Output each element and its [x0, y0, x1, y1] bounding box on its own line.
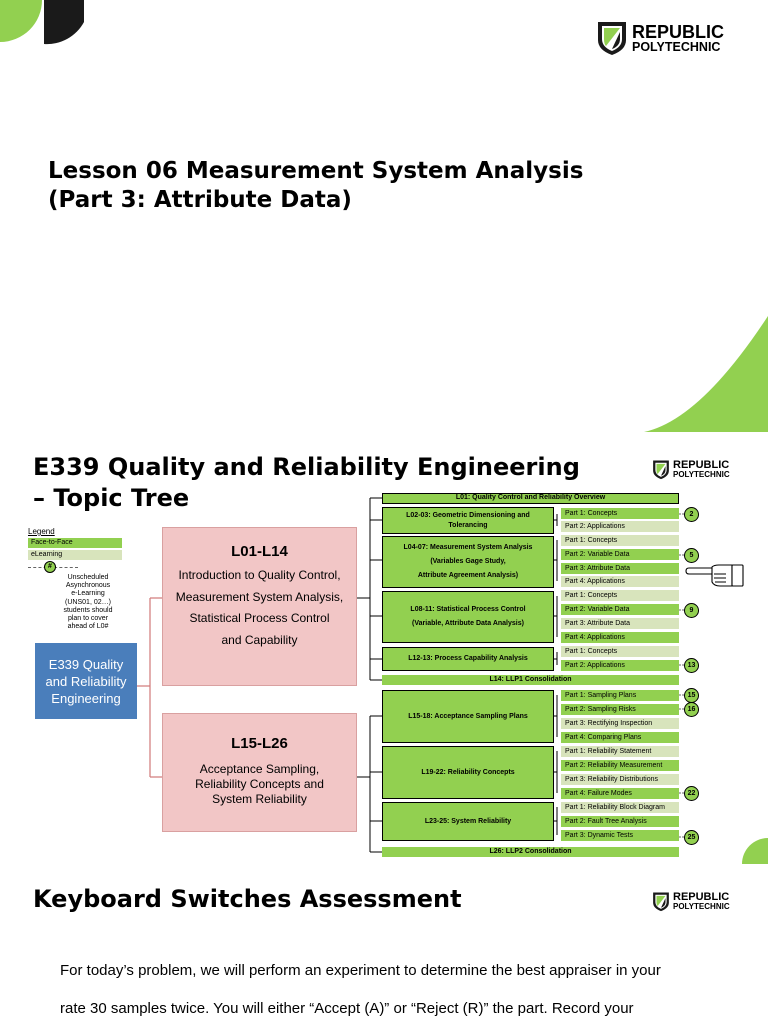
- block-l15-l26: [162, 713, 357, 832]
- part-item: Part 1: Reliability Statement: [561, 746, 679, 757]
- consolidation-llp1: L14: LLP1 Consolidation: [382, 675, 679, 685]
- group-l08-11: [382, 591, 554, 643]
- block-l01-l14: [162, 527, 357, 686]
- group-label-line: (Variables Gage Study,: [430, 558, 506, 565]
- part-item: Part 1: Concepts: [561, 590, 679, 601]
- lesson-marker: 15: [684, 688, 699, 703]
- page-title: [48, 157, 583, 215]
- part-item: Part 2: Sampling Risks: [561, 704, 679, 715]
- shield-icon: [652, 891, 670, 912]
- part-item: Part 4: Failure Modes: [561, 788, 679, 799]
- lesson-marker: 22: [684, 786, 699, 801]
- part-item: Part 2: Variable Data: [561, 604, 679, 615]
- lesson-marker: 2: [684, 507, 699, 522]
- group-label-line: Attribute Agreement Analysis): [417, 572, 519, 579]
- slide-decoration: [0, 0, 768, 432]
- part-item: Part 4: Applications: [561, 576, 679, 587]
- para-line1: For today’s problem, we will perform an experiment to determine the best appraiser in your: [60, 962, 661, 979]
- part-item: Part 1: Concepts: [561, 535, 679, 546]
- part-item: Part 2: Applications: [561, 521, 679, 532]
- legend-note: [48, 574, 128, 631]
- pointing-hand-icon: [684, 562, 746, 590]
- legend-marker: #: [44, 561, 56, 573]
- group-label-line: (Variable, Attribute Data Analysis): [412, 620, 524, 627]
- group-l04-07: [382, 536, 554, 588]
- legend-title: Legend: [28, 527, 55, 536]
- part-item: Part 4: Comparing Plans: [561, 732, 679, 743]
- lesson-marker: 13: [684, 658, 699, 673]
- title-line1: Lesson 06 Measurement System Analysis: [48, 158, 584, 184]
- logo-line1: REPUBLIC: [673, 459, 730, 471]
- lesson-marker: 9: [684, 603, 699, 618]
- part-item: Part 3: Dynamic Tests: [561, 830, 679, 841]
- legend-note-line: e-Learning: [71, 590, 105, 598]
- title-line2: (Part 3: Attribute Data): [48, 187, 352, 213]
- bottom-right-swoosh: [644, 316, 768, 432]
- page-title: [33, 452, 580, 514]
- group-l19-22: [382, 746, 554, 799]
- part-item: Part 1: Sampling Plans: [561, 690, 679, 701]
- course-root-node: [35, 643, 137, 719]
- instructions-paragraph: [60, 952, 750, 1024]
- slide-topic-tree: [0, 432, 768, 864]
- logo-line1: REPUBLIC: [632, 21, 725, 42]
- group-label-line: L12-13: Process Capability Analysis: [408, 655, 528, 662]
- group-l15-18: [382, 690, 554, 743]
- slide-lesson-title: [0, 0, 768, 432]
- legend-face-to-face: Face-to-Face: [28, 538, 122, 548]
- group-label-line: Tolerancing: [448, 521, 488, 529]
- block-desc-line: System Reliability: [212, 792, 307, 806]
- block-desc-line: Acceptance Sampling,: [199, 762, 320, 776]
- title-line2: – Topic Tree: [33, 484, 190, 512]
- legend: [28, 527, 122, 631]
- block-code: L01-L14: [231, 543, 288, 560]
- lesson-marker: 25: [684, 830, 699, 845]
- block-desc-line: Measurement System Analysis,: [175, 589, 344, 604]
- part-item: Part 2: Variable Data: [561, 549, 679, 560]
- page-title: Keyboard Switches Assessment: [33, 885, 462, 913]
- slide-assessment: [0, 864, 768, 1024]
- part-item: Part 2: Applications: [561, 660, 679, 671]
- block-code: L15-L26: [231, 735, 288, 752]
- legend-note-line: Unscheduled: [67, 574, 109, 581]
- part-item: Part 1: Concepts: [561, 646, 679, 657]
- consolidation-llp2: L26: LLP2 Consolidation: [382, 847, 679, 857]
- part-item: Part 2: Reliability Measurement: [561, 760, 679, 771]
- block-desc-line: and Capability: [221, 632, 298, 647]
- group-label-line: L04-07: Measurement System Analysis: [403, 544, 533, 551]
- part-item: Part 1: Concepts: [561, 508, 679, 519]
- legend-note-line: ahead of L0#: [67, 623, 109, 631]
- lesson-marker: 16: [684, 702, 699, 717]
- group-label-line: L15-18: Acceptance Sampling Plans: [408, 712, 528, 720]
- lesson-marker: 5: [684, 548, 699, 563]
- root-line1: E339 Quality: [48, 656, 124, 672]
- shield-icon: [596, 20, 628, 56]
- overview-band: L01: Quality Control and Reliability Overview: [382, 493, 679, 504]
- legend-note-line: (UNS01, 02…): [65, 598, 111, 606]
- logo-line2: POLYTECHNIC: [632, 39, 721, 54]
- part-item: Part 3: Reliability Distributions: [561, 774, 679, 785]
- group-label-line: L23-25: System Reliability: [424, 817, 512, 825]
- part-item: Part 4: Applications: [561, 632, 679, 643]
- logo-line1: REPUBLIC: [673, 891, 730, 903]
- block-desc-line: Introduction to Quality Control,: [178, 568, 341, 582]
- group-label-line: L08-11: Statistical Process Control: [410, 606, 526, 613]
- legend-note-line: students should: [63, 606, 113, 614]
- legend-elearning: eLearning: [28, 550, 122, 560]
- group-label-line: L19-22: Reliability Concepts: [421, 768, 515, 776]
- republic-polytechnic-logo: [652, 891, 730, 912]
- corner-green-shape: [742, 838, 768, 864]
- part-item: Part 3: Rectifying Inspection: [561, 718, 679, 729]
- part-item: Part 3: Attribute Data: [561, 618, 679, 629]
- legend-note-line: plan to cover: [67, 615, 109, 623]
- corner-dark-shape: [44, 0, 84, 44]
- logo-line2: POLYTECHNIC: [673, 902, 730, 911]
- legend-marker-row: [28, 562, 122, 574]
- republic-polytechnic-logo: [652, 459, 730, 480]
- root-line2: and Reliability: [45, 673, 127, 689]
- para-line2: rate 30 samples twice. You will either “Accept (A)” or “Reject (R)” the part. Record your: [60, 1000, 634, 1017]
- block-desc-line: Reliability Concepts and: [195, 777, 324, 791]
- root-line3: Engineering: [51, 690, 121, 706]
- logo-line2: POLYTECHNIC: [673, 470, 730, 479]
- group-label-line: L02-03: Geometric Dimensioning and: [406, 511, 530, 519]
- part-item: Part 1: Reliability Block Diagram: [561, 802, 679, 813]
- group-l12-13: [382, 647, 554, 671]
- title-line1: E339 Quality and Reliability Engineering: [33, 453, 580, 481]
- shield-icon: [652, 459, 670, 480]
- legend-note-line: Asynchronous: [65, 582, 111, 590]
- part-item: Part 3: Attribute Data: [561, 563, 679, 574]
- part-item: Part 2: Fault Tree Analysis: [561, 816, 679, 827]
- republic-polytechnic-logo: [596, 20, 724, 56]
- block-desc-line: Statistical Process Control: [189, 611, 330, 625]
- corner-green-shape: [0, 0, 42, 42]
- group-l02-03: [382, 507, 554, 534]
- group-l23-25: [382, 802, 554, 841]
